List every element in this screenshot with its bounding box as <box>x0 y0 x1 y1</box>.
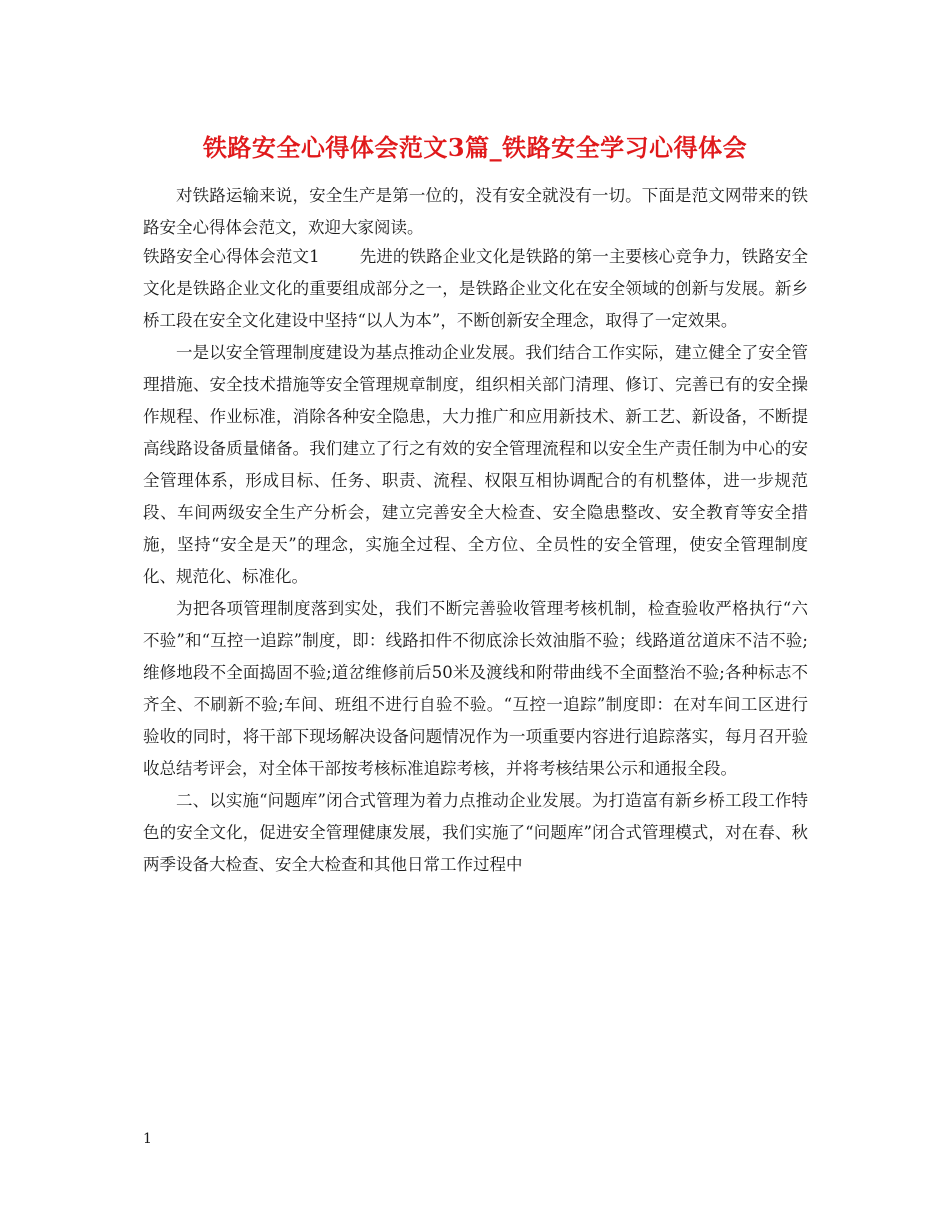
page-number: 1 <box>143 1131 152 1147</box>
section-lead-paragraph <box>143 241 808 337</box>
document-title: 铁路安全心得体会范文3篇_铁路安全学习心得体会 <box>202 133 748 162</box>
body-paragraph-2: 为把各项管理制度落到实处，我们不断完善验收管理考核机制，检查验收严格执行“六不验”和“互控一追踪”制度，即：线路扣件不彻底涂长效油脂不验；线路道岔道床不洁不验;维修地段不全面捣固不验;道岔维修前后50米及渡线和附带曲线不全面整治不验;各种标志不齐全、不刷新不验;车间、班组不进行自验不验。“互控一追踪”制度即：在对车间工区进行验收的同时，将干部下现场解决设备问题情况作为一项重要内容进行追踪落实，每月召开验收总结考评会，对全体干部按考核标准追踪考核，并将考核结果公示和通报全段。 <box>143 599 808 778</box>
body-paragraph-1: 一是以安全管理制度建设为基点推动企业发展。我们结合工作实际，建立健全了安全管理措施、安全技术措施等安全管理规章制度，组织相关部门清理、修订、完善已有的安全操作规程、作业标准，消除各种安全隐患，大力推广和应用新技术、新工艺、新设备，不断提高线路设备质量储备。我们建立了行之有效的安全管理流程和以安全生产责任制为中心的安全管理体系，形成目标、任务、职责、流程、权限互相协调配合的有机整体，进一步规范段、车间两级安全生产分析会，建立完善安全大检查、安全隐患整改、安全教育等安全措施，坚持“安全是天”的理念，实施全过程、全方位、全员性的安全管理，使安全管理制度化、规范化、标准化。 <box>143 343 808 586</box>
document-body <box>143 180 808 881</box>
section-heading: 铁路安全心得体会范文1 <box>143 247 320 266</box>
section-lead-text: 先进的铁路企业文化是铁路的第一主要核心竞争力，铁路安全文化是铁路企业文化的重要组成部分之一，是铁路企业文化在安全领域的创新与发展。新乡桥工段在安全文化建设中坚持“以人为本”，不断创新安全理念，取得了一定效果。 <box>143 247 809 330</box>
intro-paragraph: 对铁路运输来说，安全生产是第一位的，没有安全就没有一切。下面是范文网带来的铁路安全心得体会范文，欢迎大家阅读。 <box>143 186 808 237</box>
body-paragraph-3: 二、以实施“问题库”闭合式管理为着力点推动企业发展。为打造富有新乡桥工段工作特色的安全文化，促进安全管理健康发展，我们实施了“问题库”闭合式管理模式，对在春、秋两季设备大检查、安全大检查和其他日常工作过程中 <box>143 791 808 874</box>
